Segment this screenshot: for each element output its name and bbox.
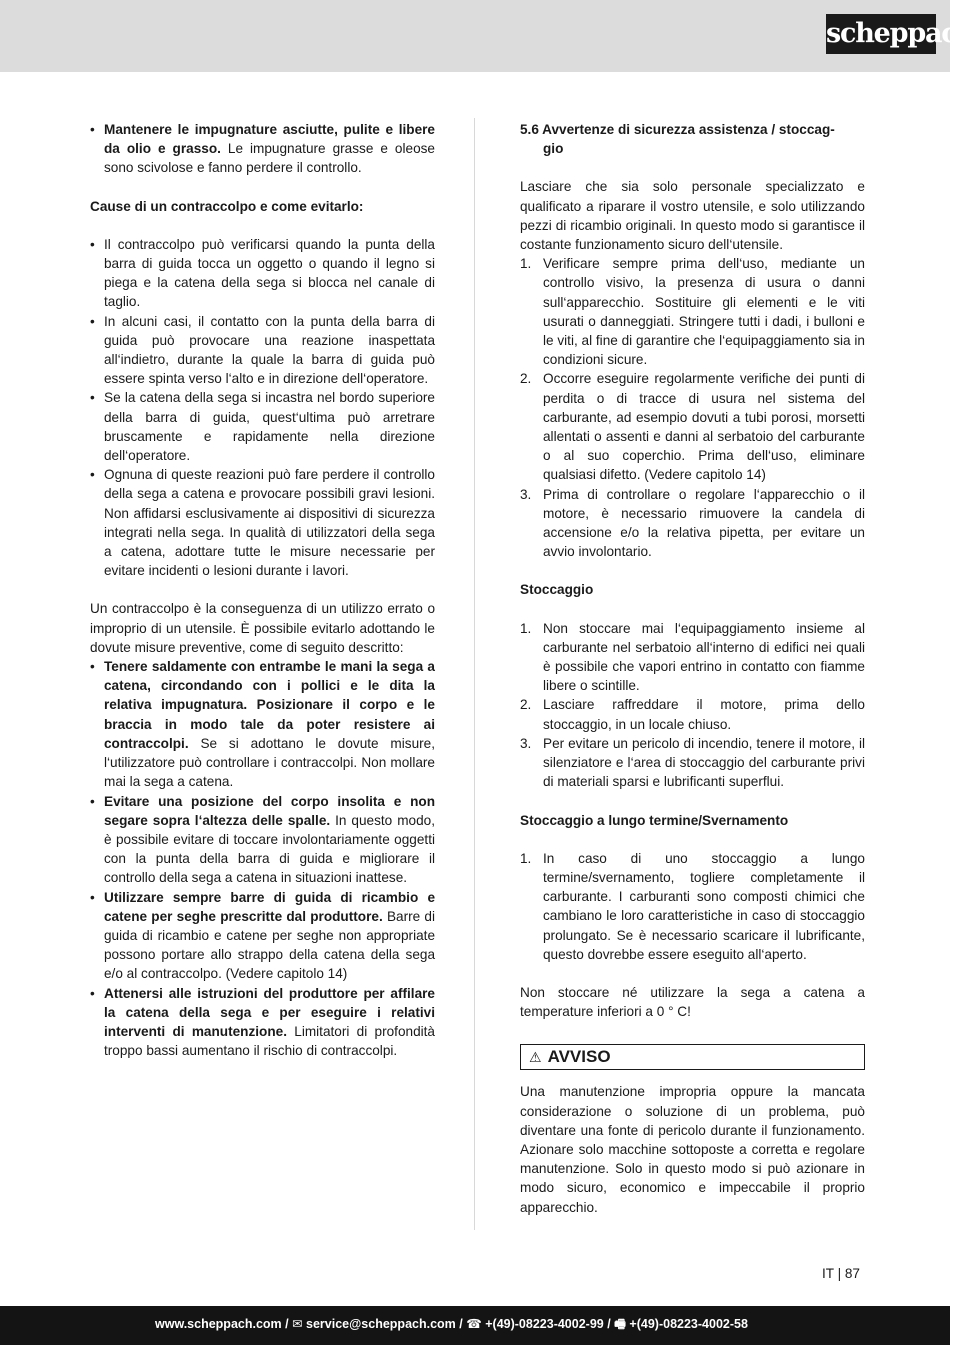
list-item (90, 657, 435, 791)
warning-triangle-icon: ⚠ (529, 1049, 542, 1066)
list-item (520, 369, 865, 484)
warning-box (520, 1044, 865, 1070)
warning-text: Una manutenzione impropria oppure la mancata considerazione o soluzione di un problema, può diventare una fonte di pericolo durante il funzionamento. Azionare solo macchine sottoposte a corretta e regolare manutenzione. Solo in questo modo si può azionare in modo sicuro, economico e impeccabile il proprio apparecchio. (520, 1084, 865, 1215)
rule-bold: Attenersi alle istruzioni del produttore per affilare la catena della sega e per eseguire i relativi interventi di manutenzione. (104, 985, 435, 1039)
item-number: 2. (520, 371, 532, 387)
item-text: Per evitare un pericolo di incendio, tenere il motore, il silenziatore e l‘area di stoccaggio del carburante privi di materiali sparsi e lubrificanti superflui. (543, 735, 865, 790)
item-text: Non stoccare mai l‘equipaggiamento insieme al carburante nel serbatoio all‘interno di edifici nei quali è possibile che vapori entrino in contatto con fiamme libere o scintille. (543, 620, 865, 694)
list-item: • Ognuna di queste reazioni può fare perdere il controllo della sega a catena e provocare possibili gravi lesioni. Non affidarsi esclusivamente ai dispositivi di sicurezza integrati nella sega. In qualità di utilizzatori della sega a catena, adottare tutte le misure necessarie per evitare incidenti o lesioni durante i lavori. (90, 465, 435, 580)
section-title-line2: gio (543, 141, 564, 157)
rule-bold: Evitare una posizione del corpo insolita e non segare sopra l‘altezza delle spalle. (104, 793, 435, 828)
section-intro: Lasciare che sia solo personale specializzato e qualificato a riparare il vostro utensile, e solo utilizzando pezzi di ricambio originali. In questo modo si garantisce il costante funzionamento sicuro dell‘utensile. (520, 179, 865, 253)
item-text: Verificare sempre prima dell‘uso, mediante un controllo visivo, la presenza di usura o danni sull‘apparecchio. Sostituire gli elementi e le viti usurati o danneggiati. Stringere tutti i dadi, i bulloni e le viti, al fine di garantire che l‘equipaggiamento sia in condizioni sicure. (543, 256, 865, 368)
item-text: In caso di uno stoccaggio a lungo termine/svernamento, togliere completamente il carburante. I carburanti sono composti chimici che cambiano le loro caratteristiche in caso di stoccaggio prolungato. Se è necessario scaricare il lubrificante, questo dovrebbe essere eseguito all‘aperto. (543, 850, 865, 962)
item-number: 3. (520, 735, 532, 751)
list-item: • In alcuni casi, il contatto con la punta della barra di guida può provocare una reazione inaspettata all‘indietro, durante la quale la barra di guida può essere spinta verso l‘alto e in direzione dell‘operatore. (90, 312, 435, 389)
storage-list (520, 619, 865, 792)
list-item (520, 485, 865, 562)
footer-contact: www.scheppach.com / ✉ service@scheppach.com / ☎ +(49)-08223-4002-99 / 🖷 +(49)-08223-4002-58 (155, 1317, 748, 1331)
list-item (520, 695, 865, 733)
service-list (520, 254, 865, 561)
rule-text: Se si adottano le dovute misure, l‘utilizzatore può controllare i contraccolpi. Non mollare mai la sega a catena. (104, 735, 435, 790)
grip-bullet-list (90, 120, 435, 178)
longterm-heading: Stoccaggio a lungo termine/Svernamento (520, 812, 789, 828)
kickback-paragraph: Un contraccolpo è la conseguenza di un utilizzo errato o improprio di un utensile. È possibile evitarlo adottando le dovute misure preventive, come di seguito descritto: (90, 601, 435, 655)
list-item (520, 849, 865, 964)
list-item (520, 254, 865, 369)
item-text: Occorre eseguire regolarmente verifiche dei punti di perdita o di tracce di usura nel sistema del carburante, ad esempio dovuti a tubi porosi, morsetti allentati o assenti e danni al serbatoio del carburante o al suo coperchio. Prima dell‘uso, eliminare qualsiasi difetto. (Vedere capitolo 14) (543, 371, 865, 483)
item-number: 2. (520, 697, 532, 713)
list-item: • Se la catena della sega si incastra nel bordo superiore della barra di guida, quest‘ultima può arretrare bruscamente e rapidamente nella direzione dell‘operatore. (90, 388, 435, 465)
item-text: Prima di controllare o regolare l‘apparecchio o il motore, è necessario rimuovere la candela di accensione e/o la relativa pipetta, per evitare un avvio involontario. (543, 486, 865, 560)
rule-bold: Tenere saldamente con entrambe le mani la sega a catena, circondando con i pollici e le dita la relativa impugnatura. Posizionare il corpo e le braccia in modo tale da poter resistere ai contraccolpi. (104, 659, 435, 751)
scheppach-logo: scheppach (826, 14, 936, 54)
warning-title: AVVISO (547, 1047, 611, 1067)
grip-bullet-bold: Mantenere le impugnature asciutte, pulite e libere da olio e grasso. (104, 122, 435, 157)
list-item (520, 734, 865, 792)
kickback-heading: Cause di un contraccolpo e come evitarlo: (90, 198, 364, 214)
temperature-note: Non stoccare né utilizzare la sega a catena a temperature inferiori a 0 ° C! (520, 984, 865, 1020)
item-number: 3. (520, 486, 532, 502)
grip-bullet (90, 120, 435, 178)
page-header-bar (0, 0, 950, 72)
item-number: 1. (520, 620, 532, 636)
column-divider (474, 118, 475, 1230)
section-title-line1: 5.6 Avvertenze di sicurezza assistenza / stoccag- (520, 122, 835, 137)
rule-bold: Utilizzare sempre barre di guida di ricambio e catene per seghe prescritte dal produttore. (104, 889, 435, 924)
item-number: 1. (520, 850, 532, 866)
section-title (520, 120, 865, 158)
rule-text: Limitatori di profondità troppo bassi aumentano il rischio di contraccolpi. (104, 1023, 435, 1059)
item-text: Lasciare raffreddare il motore, prima dello stoccaggio, in un locale chiuso. (543, 697, 865, 732)
right-column (520, 120, 865, 1217)
list-item: • Il contraccolpo può verificarsi quando la punta della barra di guida tocca un oggetto o quando il legno si piega e la catena della sega si blocca nel canale di taglio. (90, 235, 435, 312)
page-number: IT | 87 (821, 1266, 860, 1281)
left-column (90, 120, 435, 1060)
kickback-rules-list (90, 657, 435, 1060)
list-item (90, 984, 435, 1061)
list-item (90, 888, 435, 984)
storage-heading: Stoccaggio (520, 582, 594, 598)
kickback-causes-list (90, 235, 435, 581)
rule-text: Barre di guida di ricambio e catene per seghe non appropriate possono portare allo strappo della catena della sega e/o al contraccolpo. (Vedere capitolo 14) (104, 908, 436, 982)
rule-text: In questo modo, è possibile evitare di toccare involontariamente oggetti con la punta della barra di guida e migliorare il controllo della sega a catena in situazioni inattese. (104, 812, 435, 886)
longterm-list (520, 849, 865, 964)
list-item (520, 619, 865, 696)
grip-bullet-text: Le impugnature grasse e oleose sono scivolose e fanno perdere il controllo. (104, 141, 435, 176)
list-item (90, 792, 435, 888)
item-number: 1. (520, 256, 532, 272)
